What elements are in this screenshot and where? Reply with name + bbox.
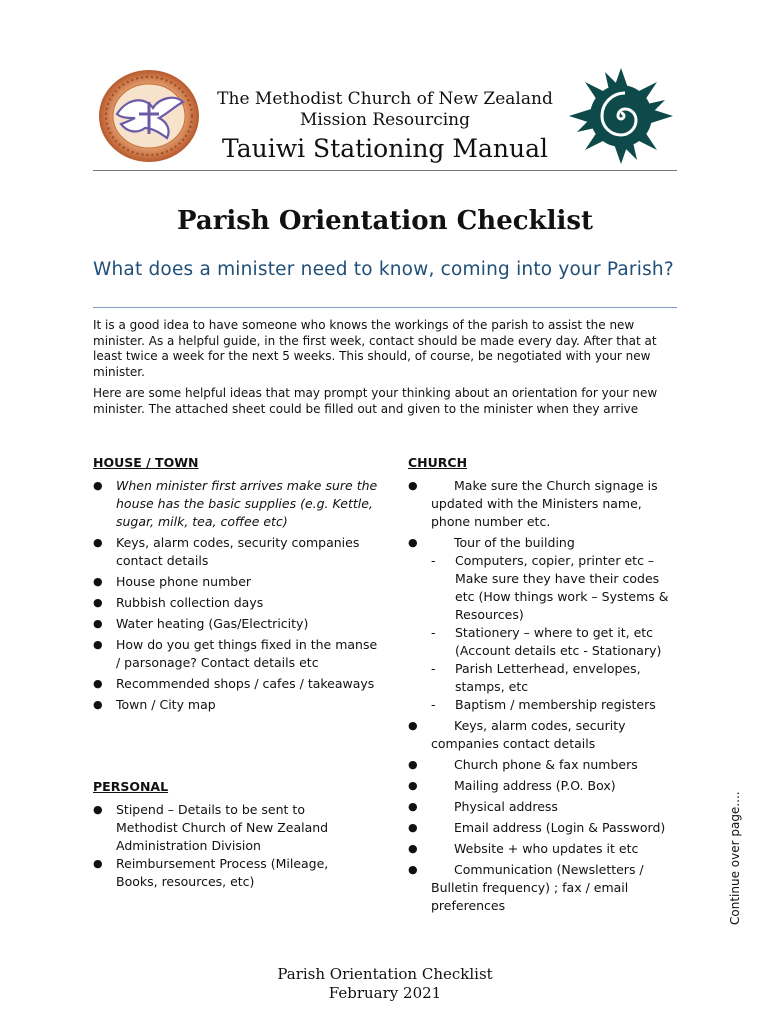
bullet-icon: ● [408, 800, 418, 813]
sub-list-item: - Baptism / membership registers [431, 697, 656, 712]
list-item: ● Make sure the Church signage is updated with the Ministers name, phone number etc. [408, 478, 658, 529]
department-name: Mission Resourcing [300, 110, 470, 130]
house-town-list [93, 477, 378, 717]
personal-list [93, 801, 356, 891]
section-divider [93, 307, 677, 308]
bullet-icon: ● [408, 821, 418, 834]
list-item: ● When minister first arrives make sure the house has the basic supplies (e.g. Kettle, sugar, milk, tea, coffee etc) [93, 478, 378, 529]
bullet-icon: ● [93, 698, 103, 711]
continue-over-page-note: Continue over page.... [728, 791, 742, 925]
list-item: ● Water heating (Gas/Electricity) [93, 616, 309, 631]
bullet-icon: ● [408, 536, 418, 549]
bullet-icon: ● [408, 779, 418, 792]
organization-name: The Methodist Church of New Zealand [217, 89, 553, 109]
bullet-icon: ● [93, 803, 103, 816]
bullet-icon: ● [408, 842, 418, 855]
list-item: ● Stipend – Details to be sent to Methodist Church of New Zealand Administration Division [93, 802, 329, 853]
list-item: ● Tour of the building [408, 535, 575, 550]
bullet-icon: ● [93, 677, 103, 690]
bullet-icon: ● [93, 857, 103, 870]
section-heading: What does a minister need to know, coming into your Parish? [93, 259, 674, 280]
sub-list-item: - Stationery – where to get it, etc (Account details etc - Stationary) [431, 625, 662, 658]
bullet-icon: ● [93, 536, 103, 549]
list-item: ● How do you get things fixed in the manse / parsonage? Contact details etc [93, 637, 378, 670]
bullet-icon: ● [408, 719, 418, 732]
manual-title: Tauiwi Stationing Manual [221, 134, 548, 163]
dash-icon: - [431, 553, 436, 568]
dash-icon: - [431, 697, 436, 712]
sub-list-item: - Computers, copier, printer etc – Make sure they have their codes etc (How things work – Systems & Resources) [431, 553, 669, 622]
intro-paragraph: Here are some helpful ideas that may prompt your thinking about an orientation for your new minister. The attached sheet could be filled out and given to the minister when they arrive [93, 386, 658, 416]
header-divider [93, 170, 677, 171]
list-item: ● House phone number [93, 574, 252, 589]
list-item: ● Recommended shops / cafes / takeaways [93, 676, 375, 691]
sub-list-item: - Parish Letterhead, envelopes, stamps, etc [431, 661, 641, 694]
list-item: ● Mailing address (P.O. Box) [408, 778, 616, 793]
footer-title: Parish Orientation Checklist [277, 965, 493, 983]
bullet-icon: ● [93, 596, 103, 609]
footer-date: February 2021 [328, 984, 442, 1002]
intro-paragraph: It is a good idea to have someone who knows the workings of the parish to assist the new minister. As a helpful guide, in the first week, contact should be made every day. After that at least twice a week for the next 5 weeks. This should, of course, be negotiated with your new minister. [93, 318, 657, 379]
list-item: ● Website + who updates it etc [408, 841, 639, 856]
bullet-icon: ● [93, 575, 103, 588]
dash-icon: - [431, 625, 436, 640]
bullet-icon: ● [408, 863, 418, 876]
list-item: ● Email address (Login & Password) [408, 820, 666, 835]
spiral-sun-logo-icon [566, 66, 676, 166]
list-item: ● Keys, alarm codes, security companies contact details [408, 718, 626, 751]
bullet-icon: ● [408, 758, 418, 771]
list-item: ● Town / City map [93, 697, 216, 712]
list-item: ● Reimbursement Process (Mileage, Books, resources, etc) [93, 856, 329, 889]
bullet-icon: ● [408, 479, 418, 492]
list-item: ● Communication (Newsletters / Bulletin frequency) ; fax / email preferences [408, 862, 644, 913]
methodist-dove-logo-icon [97, 68, 201, 164]
list-item: ● Keys, alarm codes, security companies contact details [93, 535, 360, 568]
church-heading: CHURCH [408, 455, 468, 470]
list-item: ● Rubbish collection days [93, 595, 264, 610]
dash-icon: - [431, 661, 436, 676]
personal-heading: PERSONAL [93, 779, 169, 794]
bullet-icon: ● [93, 617, 103, 630]
document-title: Parish Orientation Checklist [177, 206, 593, 236]
list-item: ● Church phone & fax numbers [408, 757, 638, 772]
bullet-icon: ● [93, 638, 103, 651]
bullet-icon: ● [93, 479, 103, 492]
church-list [408, 477, 681, 918]
list-item: ● Physical address [408, 799, 558, 814]
house-town-heading: HOUSE / TOWN [93, 455, 199, 470]
